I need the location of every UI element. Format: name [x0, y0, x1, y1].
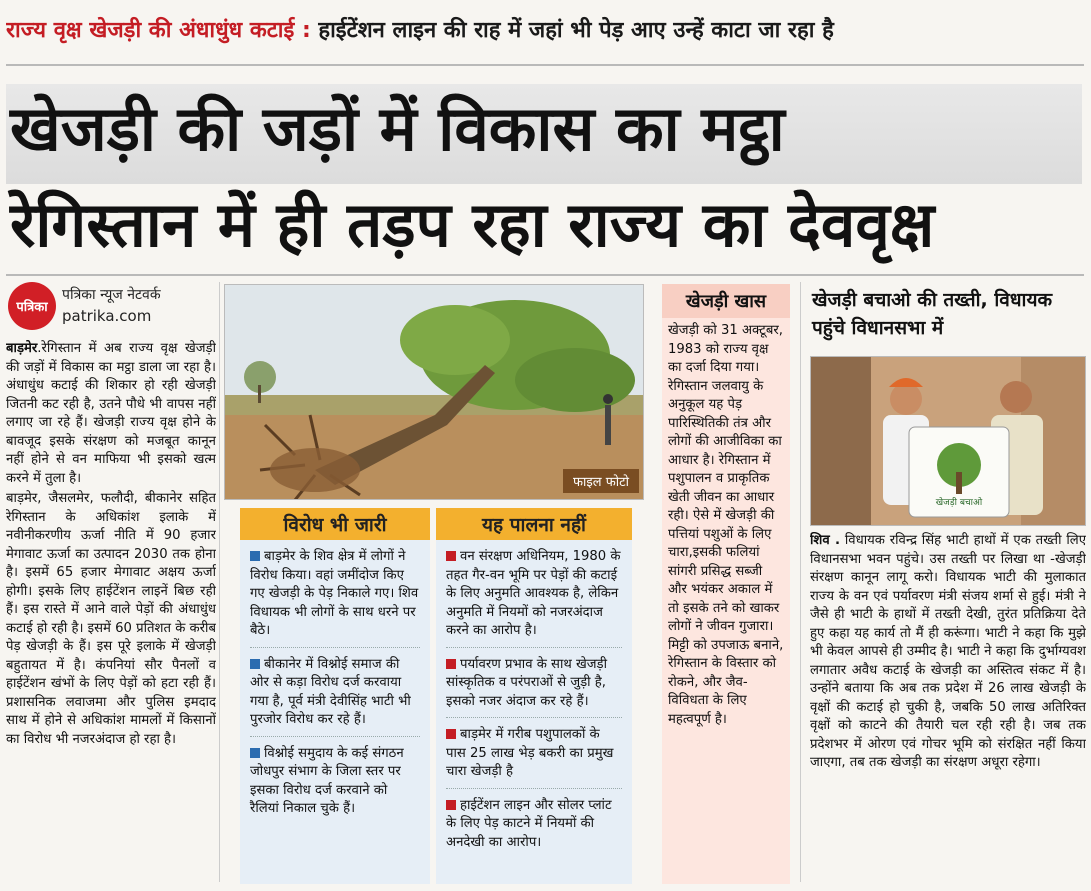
headline-rule [6, 274, 1084, 276]
byline-site: patrika.com [62, 307, 152, 325]
bullet-icon [250, 659, 260, 669]
compliance-item [446, 656, 622, 719]
protest-item-text: विश्नोई समुदाय के कई संगठन जोधपुर संभाग के जिला स्तर पर इसका विरोध दर्ज करवाने को रैलियां निकाल चुके हैं। [250, 745, 404, 816]
khas-title: खेजड़ी खास [662, 284, 790, 318]
khas-sidebar [662, 284, 790, 884]
column-divider [800, 282, 801, 882]
headline-sub: रेगिस्तान में ही तड़प रहा राज्य का देववृक्ष [10, 188, 935, 261]
protest-item [250, 548, 420, 648]
mla-placard-illustration [811, 357, 1086, 526]
bullet-icon [446, 800, 456, 810]
compliance-item-text: पर्यावरण प्रभाव के साथ खेजड़ी सांस्कृतिक व परंपराओं से जुड़ी है, इसको नजर अंदाज कर रहे हैं। [446, 656, 608, 709]
fallen-tree-illustration [225, 285, 644, 500]
kicker-line [6, 14, 1086, 54]
headline-main: खेजड़ी की जड़ों में विकास का मट्ठा [6, 84, 1082, 184]
compliance-item-text: बाड़मेर में गरीब पशुपालकों के पास 25 लाख भेड़ बकरी का प्रमुख चारा खेजड़ी है [446, 727, 614, 779]
compliance-item [446, 548, 622, 648]
box-compliance-title: यह पालना नहीं [436, 508, 632, 540]
right-article-text: विधायक रविन्द्र सिंह भाटी हाथों में एक तख्ती लिए विधानसभा भवन पहुंचे। उस तख्ती पर लिखा था -खेजड़ी संरक्षण कानून लागू करो। विधायक भाटी की मुलाकात राज्य के वन एवं पर्यावरण मंत्री संजय शर्मा से हुई। मंत्री ने जैसे ही भाटी के हाथों में तख्ती देखी, तुरंत प्रतिक्रिया देते हुए कहा यह कार्य तो मैं ही करूंगा। भाटी ने कहा कि मुझे भी केवल आपसे ही उम्मीद है। भाटी ने कहा कि दुर्भाग्यवश लगातार अवैध कटाई के खेजड़ी का अस्तित्व संकट में है। उन्होंने बताया कि अब तक प्रदेश में 26 लाख खेजड़ी के वृक्षों की कटाई हो चुकी है, जबकि 50 लाख अतिरिक्त वृक्षों को काटने की तैयारी चल रही रही है। जब तक प्रदेशभर में ओरण एवं गोचर भूमि को संरक्षित नहीं किया जाएगा, तब तक खेजड़ी का संरक्षण अधूरा रहेगा। [810, 533, 1086, 770]
mla-photo [810, 356, 1086, 526]
left-column-article [6, 340, 216, 880]
right-headline: खेजड़ी बचाओ की तख्ती, विधायक पहुंचे विधानसभा में [812, 289, 1053, 339]
protest-item-text: बाड़मेर के शिव क्षेत्र में लोगों ने विरोध किया। वहां जमींदोज किए गए खेजड़ी के पेड़ निकाले गए। शिव विधायक भी लोगों के साथ धरने पर बैठे। [250, 549, 419, 638]
column-divider [219, 282, 220, 882]
kicker-red: राज्य वृक्ष खेजड़ी की अंधाधुंध कटाई : [6, 18, 311, 43]
bullet-icon [446, 551, 456, 561]
protest-item [250, 745, 420, 825]
tree-photo [224, 284, 644, 500]
patrika-logo: पत्रिका [8, 282, 56, 330]
placard-text: खेजड़ी बचाओ [935, 498, 983, 508]
kicker-black: हाईटेंशन लाइन की राह में जहां भी पेड़ आए उन्हें काटा जा रहा है [310, 18, 834, 43]
byline-network: पत्रिका न्यूज नेटवर्क [62, 287, 161, 303]
right-article [810, 532, 1086, 884]
box-protest-title: विरोध भी जारी [240, 508, 430, 540]
compliance-item-text: हाईटेंशन लाइन और सोलर प्लांट के लिए पेड़ काटने में नियमों की अनदेखी का आरोप। [446, 797, 612, 850]
bullet-icon [446, 729, 456, 739]
bullet-icon [446, 659, 456, 669]
dateline: बाड़मेर [6, 341, 38, 356]
compliance-item [446, 797, 622, 859]
right-dateline: शिव . [810, 533, 840, 548]
compliance-item [446, 726, 622, 789]
box-protest [240, 508, 430, 884]
bullet-icon [250, 748, 260, 758]
top-rule [6, 64, 1084, 66]
left-paragraph-2: बाड़मेर, जैसलमेर, फलौदी, बीकानेर सहित रेगिस्तान के अधिकांश इलाके में नवीनीकरणीय ऊर्जा नीति में 90 हजार मेगावाट ऊर्जा का उत्पादन 2030 तक होना है। इसमें 65 हजार मेगावाट अक्षय ऊर्जा होगी। इसके लिए हाईटेंशन लाइनें बिछ रही हैं। इस रास्ते में आने वाले पेड़ों की अंधाधुंध कटाई हो रही है। इसमें 60 प्रतिशत के करीब पेड़ खेजड़ी के हैं। इस पूरे इलाके में खेजड़ी बहुतायत में है। कंपनियां सौर पैनलों व हाईटेंशन खंभों के लिए पेड़ों को हटा रही हैं। प्रशासनिक लवाजमा और पुलिस इमदाद साथ में होने से अधिकांश मामलों में किसानों का विरोध भी नजरअंदाज हो रहा है। [6, 491, 216, 747]
left-paragraph-1 [6, 340, 216, 488]
compliance-item-text: वन संरक्षण अधिनियम, 1980 के तहत गैर-वन भूमि पर पेड़ों की कटाई के लिए अनुमति आवश्यक है, लेकिन अनुमति में नियमों को नजरअंदाज करने का आरोप है। [446, 549, 621, 638]
protest-item-text: बीकानेर में विश्नोई समाज की ओर से कड़ा विरोध दर्ज करवाया गया है, पूर्व मंत्री देवीसिंह भाटी भी पुरजोर विरोध कर रहे हैं। [250, 656, 411, 727]
bullet-icon [250, 551, 260, 561]
khas-text: खेजड़ी को 31 अक्टूबर, 1983 को राज्य वृक्ष का दर्जा दिया गया। रेगिस्तान जलवायु के अनुकूल यह पेड़ पारिस्थितिकी तंत्र और लोगों की आजीविका का आधार है। रेगिस्तान में पशुपालन व प्राकृतिक खेती जीवन का आधार रही। ऐसे में खेजड़ी की पत्तियां पशुओं के लिए चारा,इसकी फलियां सांगरी प्रसिद्ध सब्जी और भयंकर अकाल में तो इसके तने को खाकर लोगों ने जीवन गुजारा। मिट्टी को उपजाऊ बनाने, रेगिस्तान के विस्तार को रोकने, और जैव-विविधता के लिए महत्वपूर्ण है। [668, 323, 784, 727]
box-compliance [436, 508, 632, 884]
paragraph-1-text: .रेगिस्तान में अब राज्य वृक्ष खेजड़ी की जड़ों में विकास का मट्ठा डाला जा रहा है। अंधाधुंध कटाई की शिकार हो रही खेजड़ी जितनी कट रही है, उतने पौधे भी वापस नहीं लगाए जा रहे हैं। खेजड़ी राज्य वृक्ष होने के बावजूद इसके संरक्षण को मजबूत कानून नहीं होने से वन माफिया भी इसको खत्म करने में तुला है। [6, 341, 216, 486]
photo-tag: फाइल फोटो [563, 469, 639, 493]
protest-item [250, 656, 420, 737]
